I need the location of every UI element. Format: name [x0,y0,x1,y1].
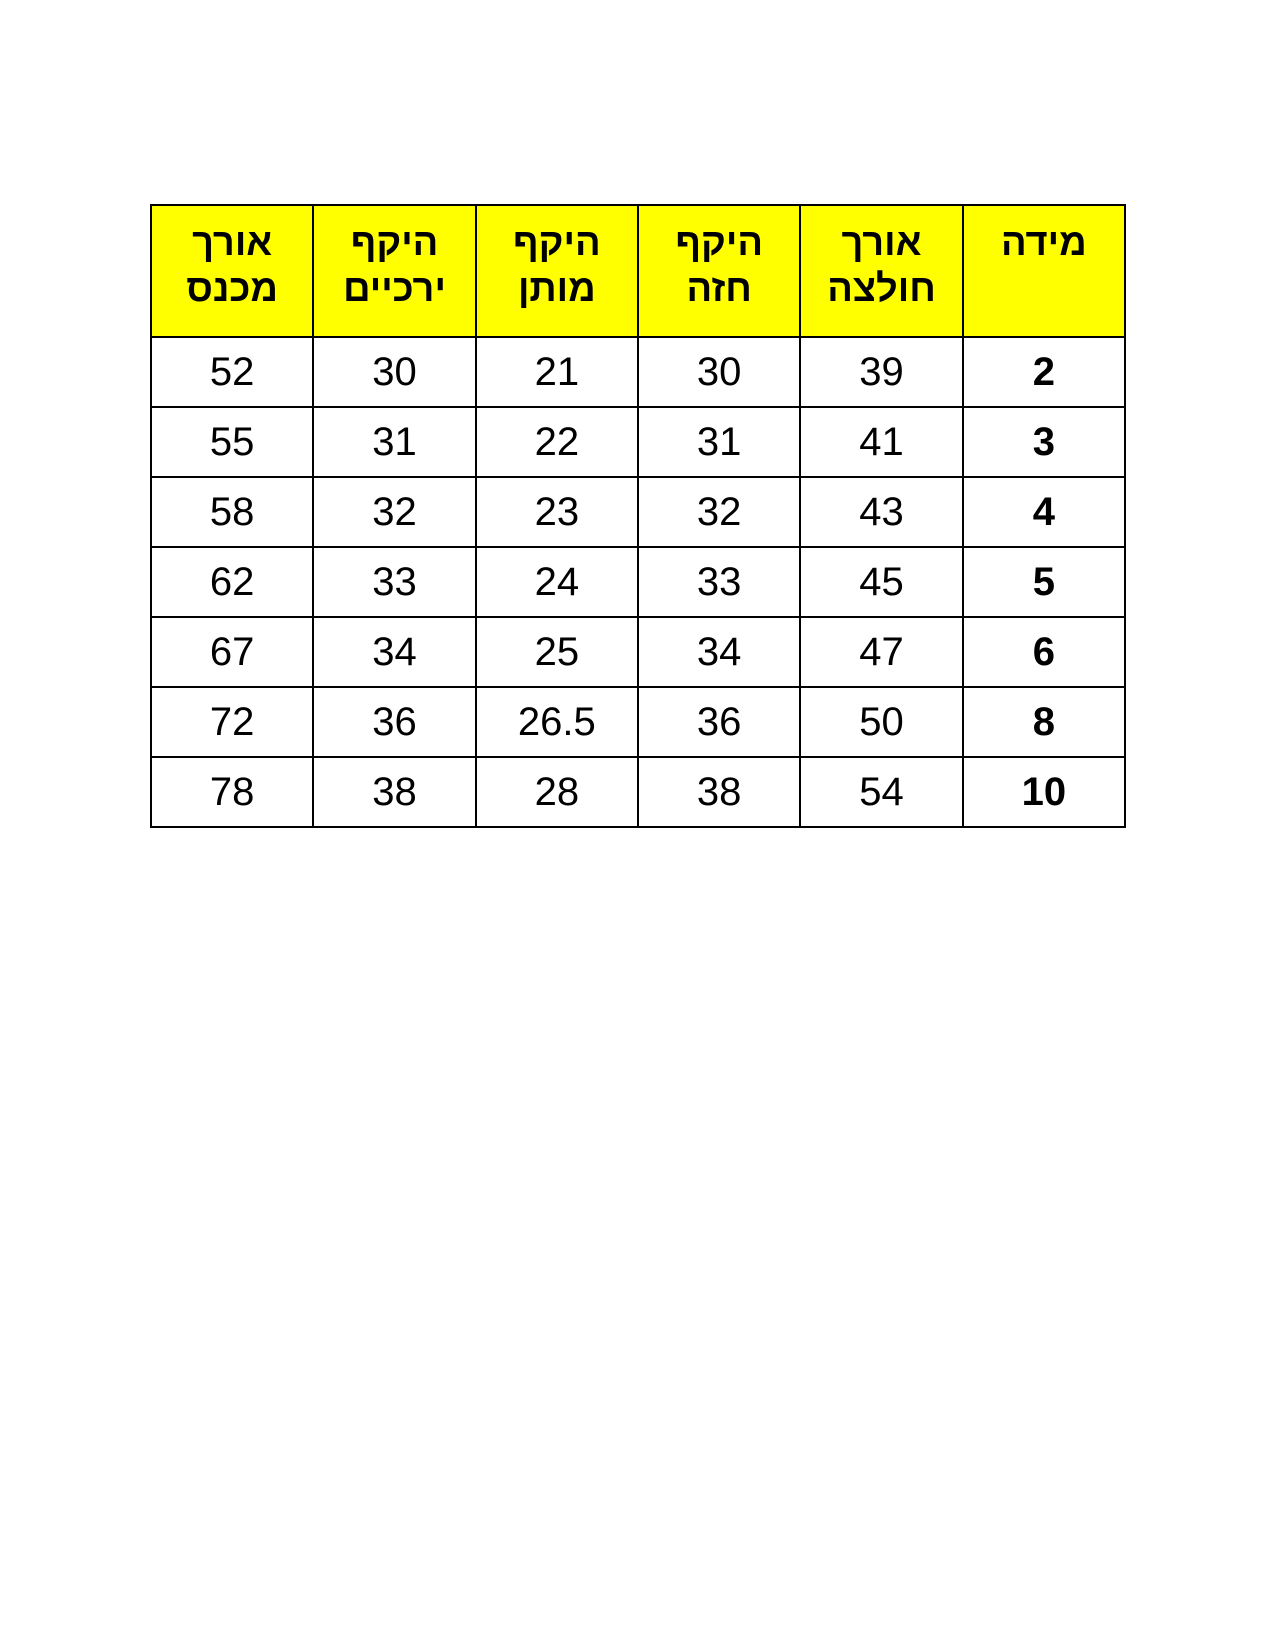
header-chest [638,205,800,337]
waist-cell: 28 [476,757,638,827]
table-row [151,617,1125,687]
pants-length-cell: 52 [151,337,313,407]
chest-cell: 38 [638,757,800,827]
waist-cell: 25 [476,617,638,687]
header-size-line-1: מידה [1000,222,1087,264]
header-hips-line-2: ירכיים [343,268,446,310]
waist-cell: 24 [476,547,638,617]
table-row [151,687,1125,757]
chest-cell: 30 [638,337,800,407]
table-row [151,547,1125,617]
size-chart-table [150,204,1126,828]
hips-cell: 30 [313,337,475,407]
chest-cell: 32 [638,477,800,547]
chest-cell: 36 [638,687,800,757]
chest-cell: 34 [638,617,800,687]
size-cell: 10 [963,757,1125,827]
pants-length-cell: 55 [151,407,313,477]
hips-cell: 36 [313,687,475,757]
table-body [151,337,1125,827]
size-cell: 8 [963,687,1125,757]
shirt-length-cell: 41 [800,407,962,477]
waist-cell: 26.5 [476,687,638,757]
header-shirt-length-line-1: אורך [841,222,922,264]
table-row [151,337,1125,407]
shirt-length-cell: 50 [800,687,962,757]
header-shirt-length [800,205,962,337]
pants-length-cell: 78 [151,757,313,827]
size-cell: 4 [963,477,1125,547]
size-cell: 5 [963,547,1125,617]
hips-cell: 38 [313,757,475,827]
header-row [151,205,1125,337]
header-chest-line-1: היקף [675,222,763,264]
hips-cell: 33 [313,547,475,617]
header-pants-length [151,205,313,337]
header-hips [313,205,475,337]
pants-length-cell: 67 [151,617,313,687]
waist-cell: 22 [476,407,638,477]
hips-cell: 31 [313,407,475,477]
pants-length-cell: 58 [151,477,313,547]
size-cell: 6 [963,617,1125,687]
header-waist [476,205,638,337]
header-pants-length-line-2: מכנס [186,268,278,310]
shirt-length-cell: 43 [800,477,962,547]
header-chest-line-2: חזה [686,268,752,310]
table-row [151,407,1125,477]
header-hips-line-1: היקף [350,222,439,264]
shirt-length-cell: 47 [800,617,962,687]
table-header [151,205,1125,337]
size-cell: 2 [963,337,1125,407]
header-pants-length-line-1: אורך [192,222,273,264]
pants-length-cell: 72 [151,687,313,757]
table-row [151,757,1125,827]
waist-cell: 23 [476,477,638,547]
header-shirt-length-line-2: חולצה [827,268,936,310]
hips-cell: 34 [313,617,475,687]
header-waist-line-1: היקף [513,222,601,264]
chest-cell: 33 [638,547,800,617]
size-cell: 3 [963,407,1125,477]
header-waist-line-2: מותן [517,268,596,310]
hips-cell: 32 [313,477,475,547]
waist-cell: 21 [476,337,638,407]
pants-length-cell: 62 [151,547,313,617]
table-row [151,477,1125,547]
header-size [963,205,1125,337]
shirt-length-cell: 39 [800,337,962,407]
chest-cell: 31 [638,407,800,477]
shirt-length-cell: 45 [800,547,962,617]
shirt-length-cell: 54 [800,757,962,827]
